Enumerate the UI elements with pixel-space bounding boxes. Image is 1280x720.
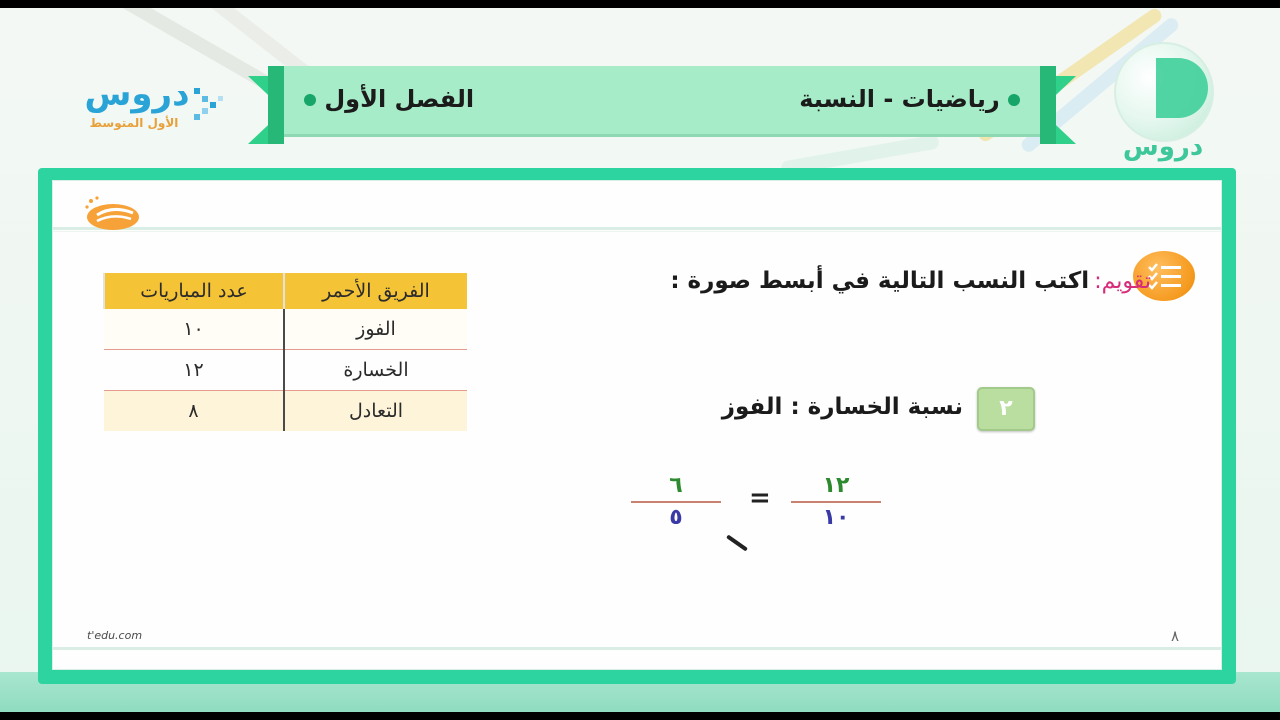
fraction-denominator: ٥ [669, 505, 683, 530]
item-text: نسبة الخسارة : الفوز [721, 394, 963, 420]
fraction-right [631, 473, 721, 531]
chapter-title-text: الفصل الأول [324, 85, 475, 113]
table-row [104, 391, 467, 432]
footer-divider [53, 647, 1221, 650]
fraction-bar [791, 501, 881, 503]
equals-sign: = [749, 483, 771, 513]
lesson-slide [0, 8, 1280, 712]
footer-logo: t'edu.com [87, 629, 143, 642]
table-cell: ٨ [104, 391, 284, 432]
subject-title-text: رياضيات - النسبة [799, 85, 1000, 113]
page-number: ٨ [1171, 627, 1180, 645]
table-header-row [104, 273, 467, 309]
header-divider-thin [53, 231, 1221, 232]
table-cell: ١٠ [104, 309, 284, 350]
bullet-icon [304, 94, 316, 106]
banner-ribbon-right-edge [1040, 66, 1056, 144]
fraction-left [791, 473, 881, 531]
question-text: اكتب النسب التالية في أبسط صورة : [670, 268, 1090, 294]
item-number-badge: ٢ [977, 387, 1035, 431]
results-table [103, 273, 467, 431]
header-banner [284, 66, 1040, 137]
question-label: تقويم: [1094, 269, 1151, 294]
logo-left-text: دروس [84, 74, 190, 114]
content-frame [38, 168, 1236, 684]
durus-logo-left [82, 74, 242, 138]
fraction-denominator: ١٠ [822, 505, 850, 530]
pixel-dots-icon [192, 82, 228, 126]
fraction-numerator: ١٢ [822, 473, 850, 498]
brand-hand-icon [83, 195, 139, 231]
header-divider [53, 227, 1221, 230]
question-title [501, 261, 1151, 301]
content-panel [52, 180, 1222, 670]
table-row [104, 350, 467, 391]
chapter-title [304, 66, 474, 134]
table-row [104, 309, 467, 350]
logo-right-text: دروس [1122, 132, 1204, 162]
fraction-bar [631, 501, 721, 503]
pen-stroke-mark [726, 534, 748, 551]
table-cell: الفوز [284, 309, 467, 350]
table-header-team: الفريق الأحمر [284, 273, 467, 309]
logo-left-subtext: الأول المتوسط [89, 116, 179, 130]
fraction-numerator: ٦ [669, 473, 683, 498]
table-header-matches: عدد المباريات [104, 273, 284, 309]
durus-logo-right [1108, 36, 1218, 166]
table-cell: التعادل [284, 391, 467, 432]
bullet-icon [1008, 94, 1020, 106]
subject-title [799, 66, 1020, 134]
table-cell: ١٢ [104, 350, 284, 391]
table-cell: الخسارة [284, 350, 467, 391]
banner-ribbon-left-edge [268, 66, 284, 144]
